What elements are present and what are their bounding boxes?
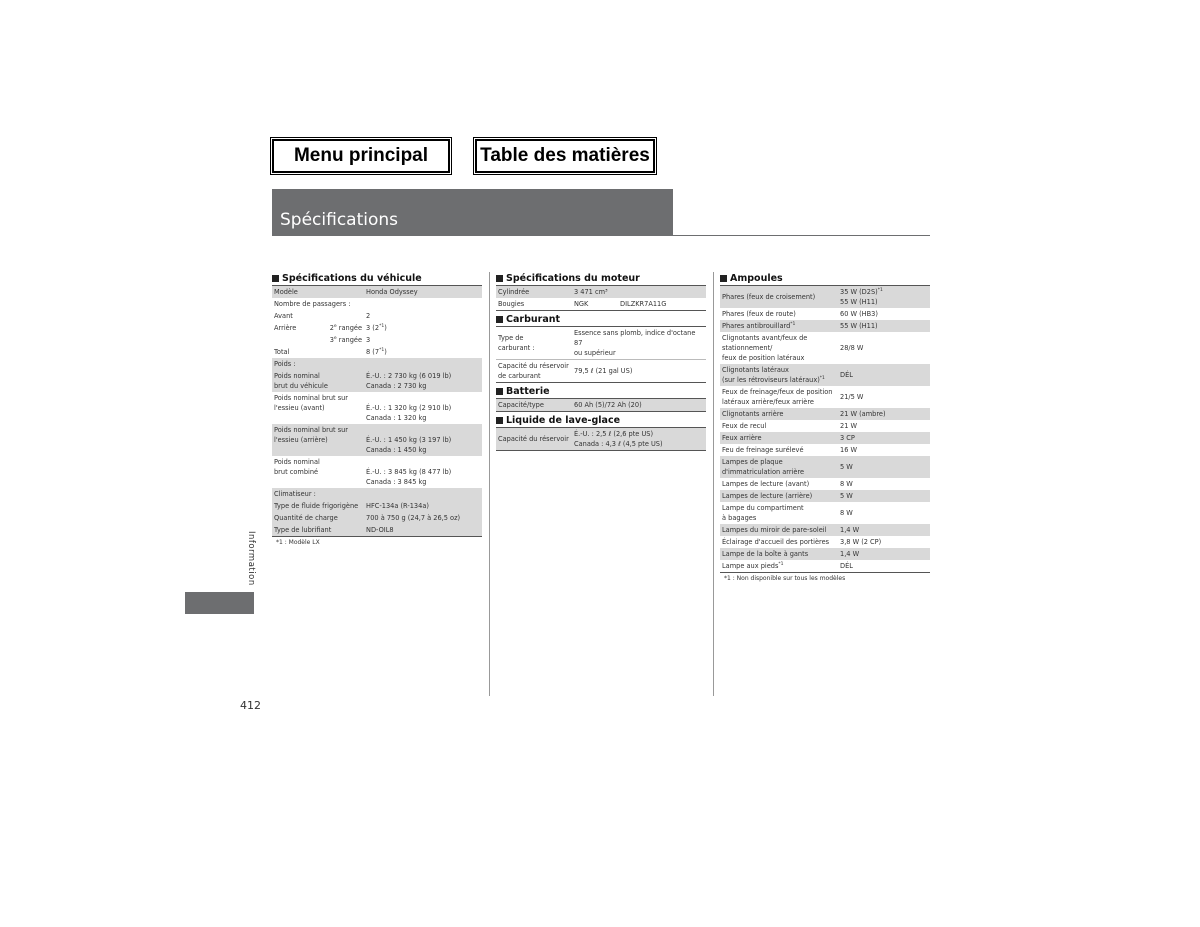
bulbs-heading: Ampoules (720, 272, 930, 285)
section-bullet-icon (720, 275, 727, 282)
bulb-label: Feu de freinage surélevé (722, 446, 804, 454)
vehicle-specs-table (272, 285, 482, 537)
table-row: Poids nominal brut sur l'essieu (arrière) É.-U. : 1 450 kg (3 197 lb) Canada : 1 450 kg (272, 424, 482, 456)
bulbs-footnote: *1 : Non disponible sur tous les modèles (724, 575, 846, 582)
bulb-label: Lampe de la boîte à gants (720, 548, 838, 560)
section-bullet-icon (496, 417, 503, 424)
bulb-value: 28/8 W (840, 344, 864, 352)
table-row (720, 386, 930, 408)
engine-specs-heading: Spécifications du moteur (496, 272, 706, 285)
bulb-value: 16 W (840, 446, 858, 454)
table-row (720, 420, 930, 432)
bulb-value: 55 W (H11) (838, 320, 930, 332)
bulbs-section (720, 272, 930, 582)
table-row (720, 308, 930, 320)
bulb-value: 3,8 W (2 CP) (840, 538, 882, 546)
bulb-label: Clignotants latéraux (sur les rétroviseurs latéraux)$^{*1}$ (720, 364, 838, 386)
row2-label: 2e rangée (329, 323, 363, 332)
battery-heading: Batterie (496, 385, 706, 398)
section-side-tab (185, 592, 254, 614)
bulb-label: Lampes de lecture (avant) (722, 480, 810, 488)
bulb-value: 21/5 W (840, 393, 864, 401)
bulb-value: 1,4 W (838, 548, 930, 560)
row2-value: 3 (2$^{*1}$) (366, 323, 387, 332)
table-row: Capacité du réservoir É.-U. : 2,5 ℓ (2,6 pte US) Canada : 4,3 ℓ (4,5 pte US) (496, 428, 706, 451)
table-row: Modèle Honda Odyssey (272, 286, 482, 299)
table-row: Capacité/type 60 Ah (5)/72 Ah (20) (496, 399, 706, 412)
table-row (720, 478, 930, 490)
table-row: Total 8 (7$^{*1}$) (272, 346, 482, 358)
bulb-label: Feux arrière (720, 432, 838, 444)
column-divider (489, 272, 490, 696)
total-value: 8 (7$^{*1}$) (366, 347, 387, 356)
washer-table (496, 427, 706, 451)
bulb-label: Phares (feux de route) (722, 310, 796, 318)
table-of-contents-button[interactable]: Table des matières (475, 139, 655, 173)
table-row: Capacité du réservoir de carburant 79,5 ℓ (21 gal US) (496, 360, 706, 383)
bulbs-table (720, 285, 930, 573)
table-row: Cylindrée 3 471 cm³ (496, 286, 706, 299)
bulb-value: 5 W (838, 490, 930, 502)
bulb-value: DÉL (840, 562, 853, 570)
bulb-label: Lampes du miroir de pare-soleil (720, 524, 838, 536)
battery-table (496, 398, 706, 412)
table-row (720, 548, 930, 560)
table-row (720, 502, 930, 524)
table-row (720, 560, 930, 573)
bulb-label: Feux de freinage/feux de position latéraux arrière/feux arrière (722, 388, 833, 406)
table-row (720, 320, 930, 332)
vehicle-specs-section (272, 272, 482, 546)
column-divider (713, 272, 714, 696)
title-divider (272, 235, 930, 236)
bulb-value: 5 W (838, 456, 930, 478)
washer-heading: Liquide de lave-glace (496, 414, 706, 427)
table-row: 3e rangée 3 (272, 334, 482, 346)
table-row (720, 490, 930, 502)
fuel-table (496, 326, 706, 383)
bulb-label: Clignotants avant/feux de stationnement/ feux de position latéraux (722, 334, 808, 362)
engine-specs-table (496, 285, 706, 311)
table-row: Poids : (272, 358, 482, 370)
bulb-value: 8 W (840, 480, 853, 488)
table-row: Bougies NGK DILZKR7A11G (498, 300, 667, 308)
engine-specs-section (496, 272, 706, 451)
section-bullet-icon (496, 275, 503, 282)
fuel-heading: Carburant (496, 313, 706, 326)
bulb-label: Phares antibrouillard$^{*1}$ (720, 320, 838, 332)
table-row: Type de fluide frigorigène HFC-134a (R-134a) (272, 500, 482, 512)
bulb-value: 21 W (ambre) (838, 408, 930, 420)
vehicle-specs-heading: Spécifications du véhicule (272, 272, 482, 285)
section-bullet-icon (496, 388, 503, 395)
bulb-value: 8 W (840, 509, 853, 517)
bulb-label: Lampe aux pieds$^{*1}$ (722, 561, 784, 570)
table-row: Poids nominal brut du véhicule É.-U. : 2 730 kg (6 019 lb) Canada : 2 730 kg (272, 370, 482, 392)
bulb-label: Phares (feux de croisement) (720, 286, 838, 309)
table-row (720, 456, 930, 478)
section-bullet-icon (496, 316, 503, 323)
table-row (720, 408, 930, 420)
vehicle-footnote: *1 : Modèle LX (276, 539, 320, 546)
bulb-label: Lampe du compartiment à bagages (722, 504, 804, 522)
table-row (720, 286, 930, 309)
bulb-label: Lampes de plaque d'immatriculation arrière (720, 456, 838, 478)
table-row (720, 364, 930, 386)
table-row: Poids nominal brut sur l'essieu (avant) É.-U. : 1 320 kg (2 910 lb) Canada : 1 320 kg (274, 394, 452, 422)
page-title: Spécifications (272, 189, 673, 235)
table-row: Type de lubrifiant ND-OIL8 (272, 524, 482, 537)
bulb-value: DÉL (838, 364, 930, 386)
table-row: Quantité de charge 700 à 750 g (24,7 à 26,5 oz) (272, 512, 482, 524)
bulb-value: 1,4 W (838, 524, 930, 536)
bulb-label: Clignotants arrière (720, 408, 838, 420)
bulb-value: 35 W $(D2S)^{*1}$ 55 W (H11) (838, 286, 930, 309)
bulb-value: 3 CP (838, 432, 930, 444)
table-row (720, 432, 930, 444)
table-row: Avant 2 (274, 312, 371, 320)
table-row (720, 524, 930, 536)
table-row: Arrière 2e rangée 3 (2$^{*1}$) (272, 322, 482, 334)
row3-label: 3e rangée (329, 335, 363, 344)
main-menu-button[interactable]: Menu principal (272, 139, 450, 173)
table-row (720, 536, 930, 548)
table-row: Poids nominal brut combiné É.-U. : 3 845 kg (8 477 lb) Canada : 3 845 kg (274, 458, 452, 486)
section-bullet-icon (272, 275, 279, 282)
table-row (720, 444, 930, 456)
page-number: 412 (240, 699, 261, 712)
table-row: Climatiseur : (272, 488, 482, 500)
bulb-value: 60 W (HB3) (840, 310, 878, 318)
bulb-label: Feux de recul (722, 422, 767, 430)
table-row: Nombre de passagers : (274, 300, 351, 308)
bulb-label: Lampes de lecture (arrière) (720, 490, 838, 502)
table-row: Type de carburant : Essence sans plomb, indice d'octane 87 ou supérieur (498, 329, 696, 357)
table-row (720, 332, 930, 364)
section-side-label: Information (246, 531, 256, 586)
bulb-value: 21 W (840, 422, 858, 430)
bulb-label: Éclairage d'accueil des portières (722, 538, 830, 546)
